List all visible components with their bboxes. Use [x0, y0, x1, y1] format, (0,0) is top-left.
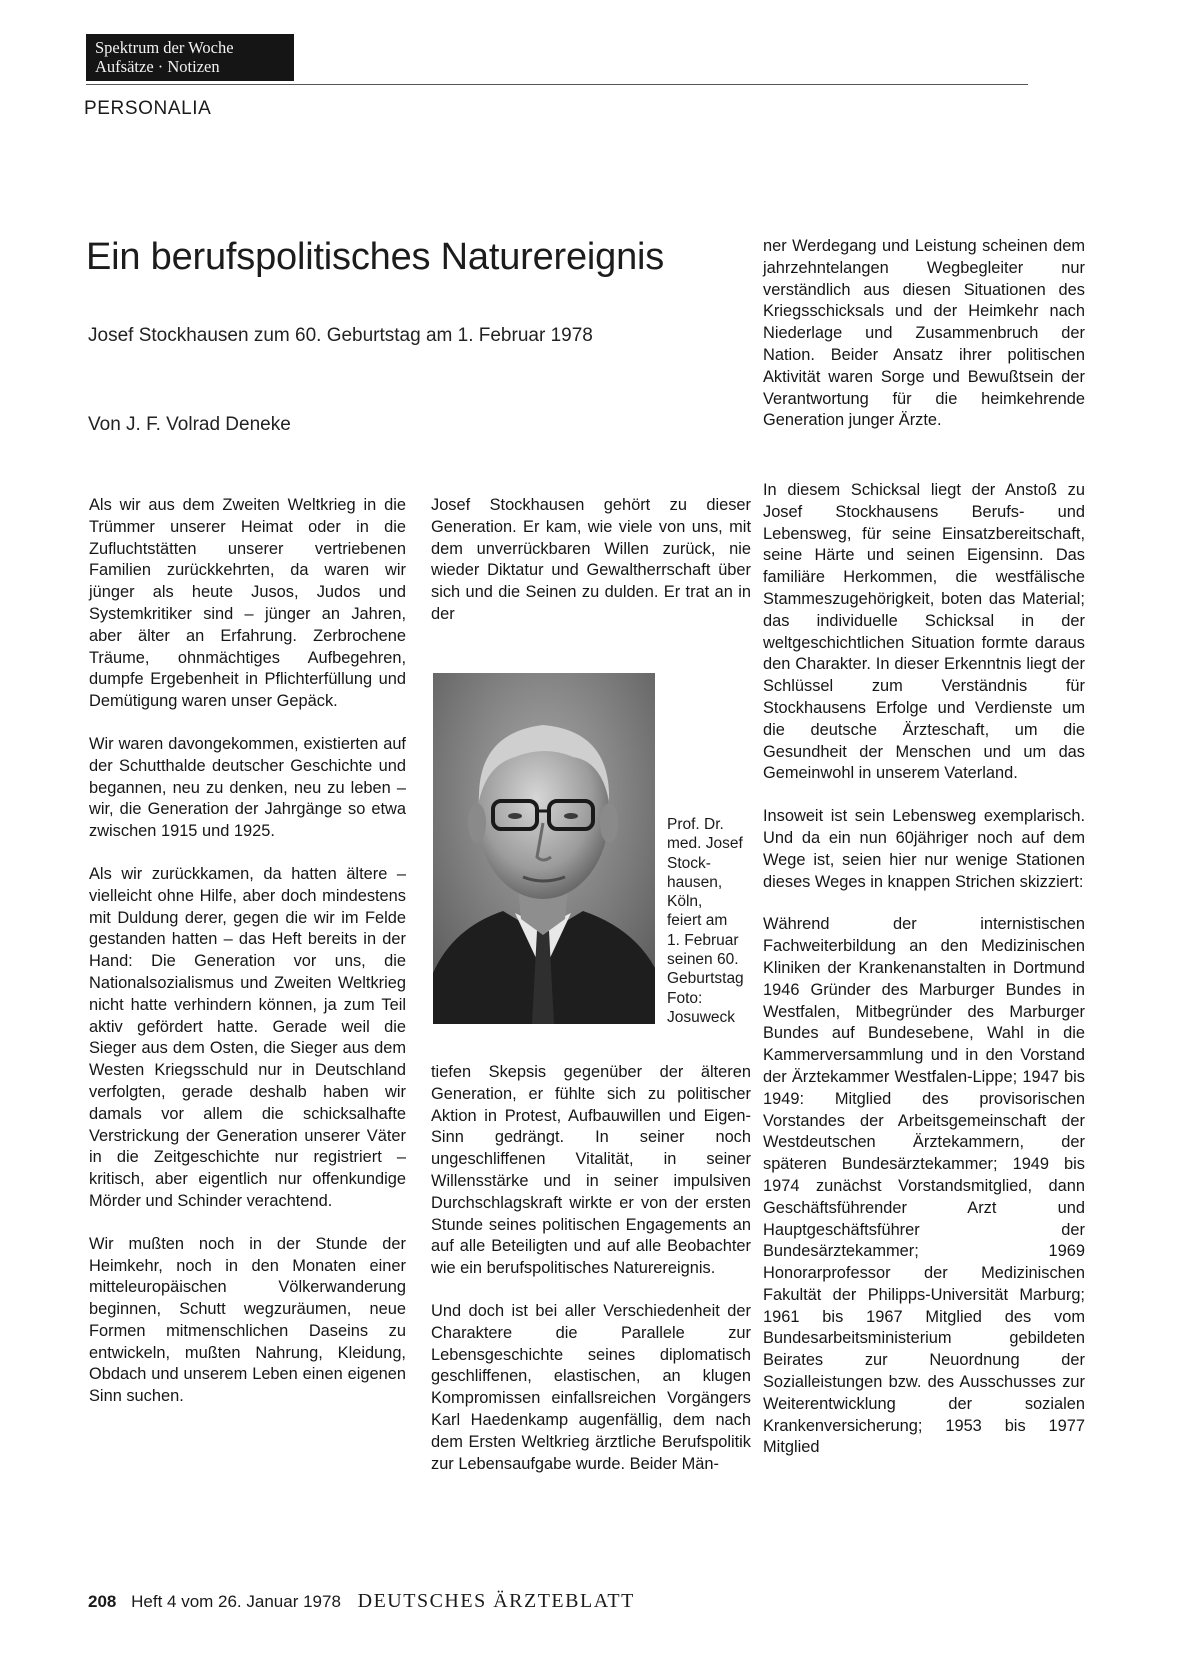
- caption-line: Prof. Dr.: [667, 816, 724, 833]
- caption-line: Köln,: [667, 893, 703, 911]
- paragraph: Als wir zurückkamen, da hatten ältere – vielleicht ohne Hilfe, aber doch mindestens mit Duldung derer, gegen die wir im Felde gestanden hatten – das Heft bereits in der Hand: Die Generation vor uns, die Nationalsozialismus und Zweiten Weltkrieg nicht hatte verhindern können, ja zum Teil aktiv gefördert hatte. Gerade weil die Sieger aus dem Osten, die Sieger aus dem Westen Kriegsschuld nur in Deutschland verfolgten, gerade deshalb haben wir damals vor allem die schicksalhafte Verstrickung der Generation unserer Väter in die Zeitgeschichte nur registriert – kritisch, aber eigentlich nur offenkundige Mörder und Schinder verachtend.: [89, 864, 406, 1210]
- portrait-illustration: [433, 673, 655, 1024]
- caption-line: Foto:: [667, 989, 703, 1007]
- caption-line: Josuweck: [667, 1008, 736, 1026]
- header-rule: [86, 84, 1028, 85]
- section-label: PERSONALIA: [84, 98, 212, 119]
- caption-line: Geburtstag: [667, 970, 744, 988]
- caption-line: feiert am: [667, 912, 728, 930]
- article-author: Von J. F. Volrad Deneke: [88, 414, 291, 435]
- page-number: 208: [88, 1592, 117, 1611]
- caption-line: 1. Februar: [667, 931, 739, 949]
- portrait-photo: [433, 673, 655, 1024]
- page-footer: [88, 1590, 635, 1613]
- caption-line: seinen 60.: [667, 951, 739, 969]
- paragraph: Und doch ist bei aller Verschiedenheit der Charaktere die Parallele zur Lebensgeschichte seines diplomatisch geschliffenen, elastischen, an klugen Kompromissen einfallsreichen Vorgängers Karl Haedenkamp augenfällig, dem nach dem Ersten Weltkrieg ärztliche Berufspolitik zur Lebensaufgabe wurde. Beider Män-: [431, 1301, 751, 1473]
- paragraph: Insoweit ist sein Lebensweg exemplarisch. Und da ein nun 60jähriger noch auf dem Wege ist, seien hier nur wenige Stationen dieses Weges in knappen Strichen skizziert:: [763, 807, 1085, 891]
- journal-name: DEUTSCHES ÄRZTEBLATT: [357, 1590, 635, 1612]
- article-subtitle: Josef Stockhausen zum 60. Geburtstag am 1. Februar 1978: [88, 325, 593, 346]
- badge-line-1: Spektrum der Woche: [95, 38, 234, 57]
- photo-caption: [667, 815, 759, 1027]
- column-3-top: [763, 236, 1085, 453]
- column-3-bottom: [763, 480, 1085, 1480]
- issue-info: Heft 4 vom 26. Januar 1978: [131, 1592, 341, 1611]
- caption-line: hausen,: [667, 873, 723, 891]
- paragraph: In diesem Schicksal liegt der Anstoß zu Josef Stockhausens Berufs- und Lebensweg, für seine Einsatzbereitschaft, seine Härte und seinen Eigensinn. Das familiäre Herkommen, die westfälische Stammeszugehörigkeit, boten das Material; das individuelle Schicksal in der weltgeschichtlichen Situation formte daraus den Charakter. In dieser Erkenntnis liegt der Schlüssel zum Verständnis für Stockhausens Erfolge und Verdienste um die deutsche Ärzteschaft, um die Gesundheit der Menschen und um das Gemeinwohl in unserem Vaterland.: [763, 481, 1085, 783]
- paragraph: Wir mußten noch in der Stunde der Heimkehr, noch in den Monaten einer mitteleuropäischen Völkerwanderung beginnen, Schutt wegzuräumen, neue Formen mitmenschlichen Daseins zu entwickeln, mußten Nahrung, Kleidung, Obdach und unserem Leben einen eigenen Sinn suchen.: [89, 1234, 406, 1406]
- badge-line-2: Aufsätze · Notizen: [95, 57, 220, 76]
- caption-line: med. Josef: [667, 835, 743, 853]
- column-1: [89, 495, 406, 1429]
- caption-line: Stock-: [667, 854, 711, 872]
- paragraph: Wir waren davongekommen, existierten auf der Schutthalde deutscher Geschichte und begannen, neu zu denken, neu zu leben – wir, die Generation der Jahrgänge so etwa zwischen 1915 und 1925.: [89, 734, 406, 841]
- paragraph: Josef Stockhausen gehört zu dieser Generation. Er kam, wie viele von uns, mit dem unverrückbaren Willen zurück, nie wieder Diktatur und Gewaltherrschaft über sich und die Seinen zu dulden. Er trat an in der: [431, 496, 751, 623]
- section-badge: [86, 34, 294, 81]
- paragraph: Während der internistischen Fachweiterbildung an den Medizinischen Kliniken der Krankenanstalten in Dortmund 1946 Gründer des Marburger Bundes in Westfalen, Mitbegründer des Marburger Bundes auf Bundesebene, Wahl in die Kammerversammlung und in den Vorstand der Ärztekammer Westfalen-Lippe; 1947 bis 1949: Mitglied des provisorischen Vorstandes der Arbeitsgemeinschaft der Westdeutschen Ärztekammern, der späteren Bundesärztekammer; 1949 bis 1974 zunächst Vorstandsmitglied, dann Geschäftsführender Arzt und Hauptgeschäftsführer der Bundesärztekammer; 1969 Honorarprofessor der Medizinischen Fakultät der Philipps-Universität Marburg; 1961 bis 1967 Mitglied des vom Bundesarbeitsministerium gebildeten Beirates zur Neuordnung der Sozialleistungen bzw. des Ausschusses zur Weiterentwicklung der sozialen Krankenversicherung; 1953 bis 1977 Mitglied: [763, 915, 1085, 1457]
- article-title: Ein berufspolitisches Naturereignis: [86, 236, 665, 278]
- column-2-top: [431, 495, 751, 647]
- column-2-bottom: [431, 1062, 751, 1496]
- paragraph: ner Werdegang und Leistung scheinen dem jahrzehntelangen Wegbegleiter nur verständlich aus diesen Situationen des Kriegsschicksals und der Heimkehr nach Niederlage und Zusammenbruch der Nation. Beider Ansatz ihrer politischen Aktivität waren Sorge und Bewußtsein der Verantwortung für die heimkehrende Generation junger Ärzte.: [763, 237, 1085, 430]
- paragraph: Als wir aus dem Zweiten Weltkrieg in die Trümmer unserer Heimat oder in die Zufluchtstätten unserer vertriebenen Familien zurückkehrten, da waren wir jünger als heute Jusos, Judos und Systemkritiker sind – jünger an Jahren, aber älter an Erfahrung. Zerbrochene Träume, ohnmächtiges Aufbegehren, dumpfe Ergebenheit in Pflichterfüllung und Demütigung waren unser Gepäck.: [89, 496, 406, 711]
- paragraph: tiefen Skepsis gegenüber der älteren Generation, er fühlte sich zu politischer Aktion in Protest, Aufbauwillen und Eigen-Sinn gedrängt. In seiner noch ungeschliffenen Vitalität, in seiner Willensstärke und in seiner impulsiven Durchschlagskraft wirkte er von der ersten Stunde seines politischen Engagements an auf alle Beteiligten und auf alle Beobachter wie ein berufspolitisches Naturereignis.: [431, 1063, 751, 1278]
